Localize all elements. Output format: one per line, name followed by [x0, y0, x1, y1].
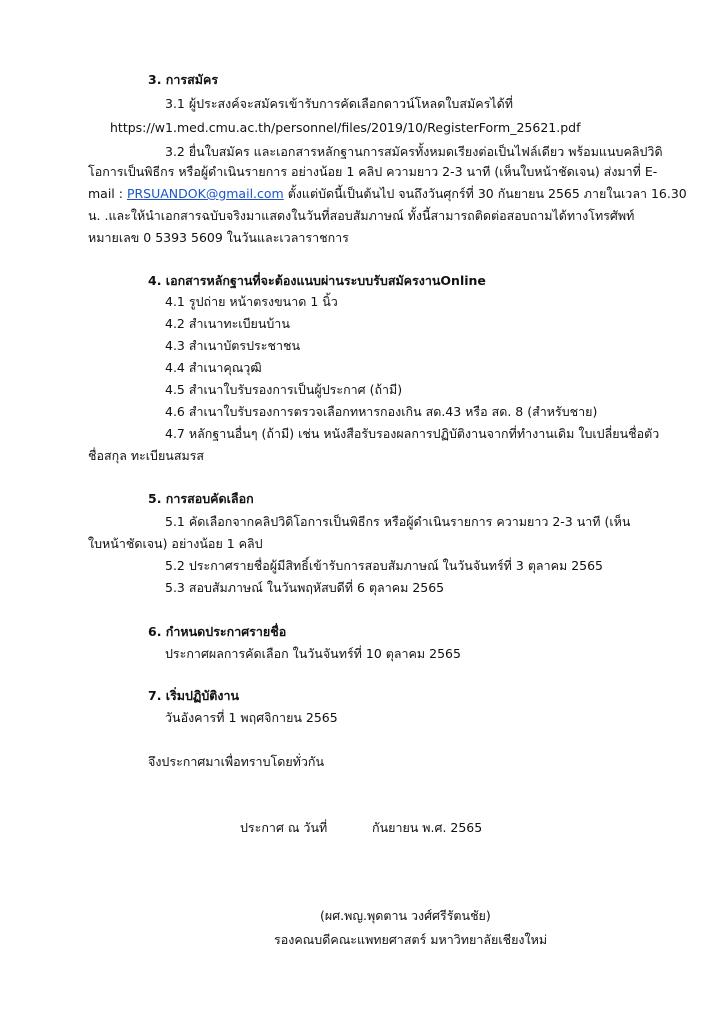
- section-4-item: 4.6 สำเนาใบรับรองการตรวจเลือกทหารกองเกิน สด.43 หรือ สด. 8 (สำหรับชาย): [165, 404, 598, 419]
- section-5-item-1-line-2: ใบหน้าชัดเจน) อย่างน้อย 1 คลิป: [88, 536, 263, 551]
- email-prefix: mail :: [88, 186, 127, 201]
- announce-date-month-year: กันยายน พ.ศ. 2565: [372, 820, 483, 835]
- signatory-position: รองคณบดีคณะแพทยศาสตร์ มหาวิทยาลัยเชียงใหม่: [274, 932, 548, 947]
- section-5-item-3: 5.3 สอบสัมภาษณ์ ในวันพฤหัสบดีที่ 6 ตุลาคม 2565: [165, 580, 445, 595]
- section-4-item: 4.7 หลักฐานอื่นๆ (ถ้ามี) เช่น หนังสือรับรองผลการปฏิบัติงานจากที่ทำงานเดิม ใบเปลี่ยนชื่อตัว: [165, 426, 660, 441]
- section-5-heading: 5. การสอบคัดเลือก: [148, 491, 254, 506]
- section-4-item: 4.2 สำเนาทะเบียนบ้าน: [165, 316, 290, 331]
- section-4-item: 4.1 รูปถ่าย หน้าตรงขนาด 1 นิ้ว: [165, 294, 338, 309]
- section-4-item-7-line-2: ชื่อสกุล ทะเบียนสมรส: [88, 448, 205, 463]
- register-form-url: https://w1.med.cmu.ac.th/personnel/files/2019/10/RegisterForm_25621.pdf: [110, 120, 581, 135]
- section-3-heading: 3. การสมัคร: [148, 72, 219, 87]
- section-6-text: ประกาศผลการคัดเลือก ในวันจันทร์ที่ 10 ตุลาคม 2565: [165, 646, 461, 661]
- section-5-item-2: 5.2 ประกาศรายชื่อผู้มีสิทธิ์เข้ารับการสอบสัมภาษณ์ ในวันจันทร์ที่ 3 ตุลาคม 2565: [165, 558, 604, 573]
- closing-statement: จึงประกาศมาเพื่อทราบโดยทั่วกัน: [148, 754, 325, 769]
- section-3-item-2-line-4: น. .และให้นำเอกสารฉบับจริงมาแสดงในวันที่สอบสัมภาษณ์ ทั้งนี้สามารถติดต่อสอบถามได้ทางโทรศัพท์: [88, 208, 635, 223]
- section-7-heading: 7. เริ่มปฏิบัติงาน: [148, 688, 240, 703]
- section-3-item-2-line-2: โอการเป็นพิธีกร หรือผู้ดำเนินรายการ อย่างน้อย 1 คลิป ความยาว 2-3 นาที (เห็นใบหน้าชัดเจน) ส่งมาที่ E-: [88, 164, 658, 179]
- section-3-item-2-line-1: 3.2 ยื่นใบสมัคร และเอกสารหลักฐานการสมัครทั้งหมดเรียงต่อเป็นไฟล์เดียว พร้อมแนบคลิปวิดิ: [165, 144, 663, 159]
- email-link[interactable]: PRSUANDOK@gmail.com: [126, 186, 284, 201]
- section-4-heading: 4. เอกสารหลักฐานที่จะต้องแนบผ่านระบบรับสมัครงานOnline: [148, 273, 486, 288]
- section-4-item: 4.4 สำเนาคุณวุฒิ: [165, 360, 262, 375]
- email-suffix: ตั้งแต่บัดนี้เป็นต้นไป จนถึงวันศุกร์ที่ 30 กันยายน 2565 ภายในเวลา 16.30: [283, 186, 687, 201]
- announce-date-label: ประกาศ ณ วันที่: [240, 820, 328, 835]
- section-7-text: วันอังคารที่ 1 พฤศจิกายน 2565: [165, 710, 338, 725]
- section-3-item-1: 3.1 ผู้ประสงค์จะสมัครเข้ารับการคัดเลือกดาวน์โหลดใบสมัครได้ที่: [165, 96, 513, 111]
- section-4-item: 4.5 สำเนาใบรับรองการเป็นผู้ประกาศ (ถ้ามี): [165, 382, 403, 397]
- section-3-item-2-line-3: [88, 188, 687, 201]
- section-3-item-2-line-5: หมายเลข 0 5393 5609 ในวันและเวลาราชการ: [88, 230, 349, 245]
- section-6-heading: 6. กำหนดประกาศรายชื่อ: [148, 624, 287, 639]
- section-5-item-1-line-1: 5.1 คัดเลือกจากคลิปวิดิโอการเป็นพิธีกร หรือผู้ดำเนินรายการ ความยาว 2-3 นาที (เห็น: [165, 514, 631, 529]
- signatory-name: (ผศ.พญ.พุดตาน วงศ์ศรีรัตนชัย): [320, 908, 491, 923]
- section-4-item: 4.3 สำเนาบัตรประชาชน: [165, 338, 300, 353]
